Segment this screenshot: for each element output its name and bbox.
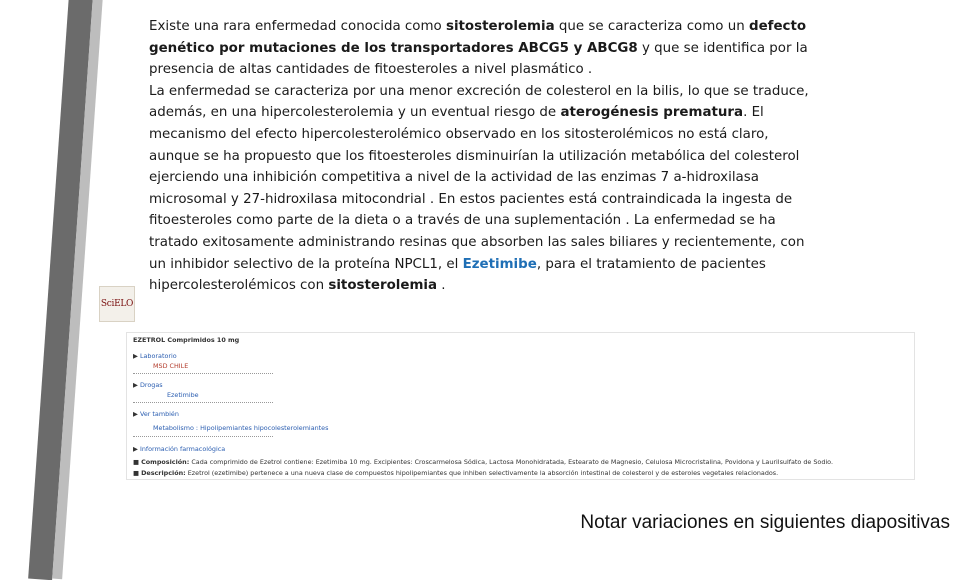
text-run: , para el tratamiento de pacientes hipercolesterolémicos con	[149, 256, 766, 294]
embedded-laboratorio	[133, 352, 177, 360]
text-run: .	[437, 278, 446, 294]
ezetimibe-term: Ezetimibe	[462, 256, 537, 272]
composicion-label: Composición:	[141, 458, 190, 466]
laboratorio-value[interactable]: MSD CHILE	[153, 362, 189, 370]
ver-tambien-value[interactable]: Metabolismo : Hipolipemiantes hipocolesterolemiantes	[153, 424, 329, 432]
text-run: La enfermedad se caracteriza por una menor excreción de colesterol en la bilis, lo que se traduce, además, en una hipercolesterolemia y un eventual riesgo de	[149, 83, 809, 121]
text-run: Existe una rara enfermedad conocida como	[149, 19, 446, 34]
embedded-drogas	[133, 381, 163, 389]
bold-term: aterogénesis prematura	[560, 105, 744, 121]
bold-term: sitosterolemia	[328, 278, 438, 294]
triangle-bullet-icon: ▶	[133, 381, 140, 389]
triangle-bullet-icon: ▶	[133, 352, 140, 360]
drogas-value[interactable]: Ezetimibe	[167, 391, 199, 399]
dotted-divider	[133, 402, 273, 403]
text-run: . El mecanismo del efecto hipercolesterolémico observado en los sitosterolémicos no está claro, aunque se ha propuesto que los fitoesteroles disminuirían la utilización metabólica del colesterol ejerciendo una inhibición competitiva a nivel de la actividad de las enzimas 7 a-hidroxilasa microsomal y 27-hidroxilasa mitocondrial . En estos pacientes está contraindicada la ingesta de fitoesteroles como parte de la dieta o a través de una suplementación . La enfermedad se ha tratado exitosamente administrando resinas que absorben las sales biliares y recientemente, con un inhibidor selectivo de la proteína NPCL1, el	[149, 105, 805, 272]
text-run: que se caracteriza como un	[554, 19, 749, 34]
square-bullet-icon: ■	[133, 469, 142, 477]
bold-term: sitosterolemia	[445, 19, 555, 34]
triangle-bullet-icon: ▶	[133, 410, 140, 418]
main-paragraph-block	[149, 16, 809, 297]
triangle-bullet-icon: ▶	[133, 445, 140, 453]
dotted-divider	[133, 373, 273, 374]
footer-note: Notar variaciones en siguientes diapositivas	[580, 512, 950, 533]
main-paragraph	[149, 16, 809, 297]
composicion-value: Cada comprimido de Ezetrol contiene: Ezetimiba 10 mg. Excipientes: Croscarmelosa Sódica, Lactosa Monohidratada, Estearato de Magnesio, Celulosa Microcristalina, Povidona y Laurilsulfato de Sodio.	[191, 458, 833, 466]
embedded-drug-info-screenshot	[126, 332, 915, 480]
laboratorio-link[interactable]: Laboratorio	[139, 352, 177, 360]
scielo-logo	[99, 286, 135, 322]
descripcion-value: Ezetrol (ezetimibe) pertenece a una nueva clase de compuestos hipolipemiantes que inhiben selectivamente la absorción intestinal de colesterol y de esteroles vegetales relacionados.	[187, 469, 779, 477]
embedded-ver-tambien	[133, 410, 179, 418]
embedded-composicion	[133, 458, 833, 466]
square-bullet-icon: ■	[133, 458, 142, 466]
embedded-title: EZETROL Comprimidos 10 mg	[133, 336, 240, 344]
descripcion-label: Descripción:	[141, 469, 186, 477]
embedded-descripcion	[133, 469, 778, 477]
drogas-link[interactable]: Drogas	[139, 381, 163, 389]
ver-tambien-link[interactable]: Ver también	[139, 410, 179, 418]
bold-term: defecto genético por mutaciones de los transportadores ABCG5 y ABCG8	[149, 19, 807, 56]
scielo-logo-text: SciELO	[100, 299, 134, 309]
embedded-info-farmacologica	[133, 445, 225, 453]
text-run: y que se identifica por la presencia de altas cantidades de fitoesteroles a nivel plasmático .	[149, 40, 808, 78]
info-farmacologica-link[interactable]: Información farmacológica	[139, 445, 226, 453]
dotted-divider	[133, 436, 273, 437]
